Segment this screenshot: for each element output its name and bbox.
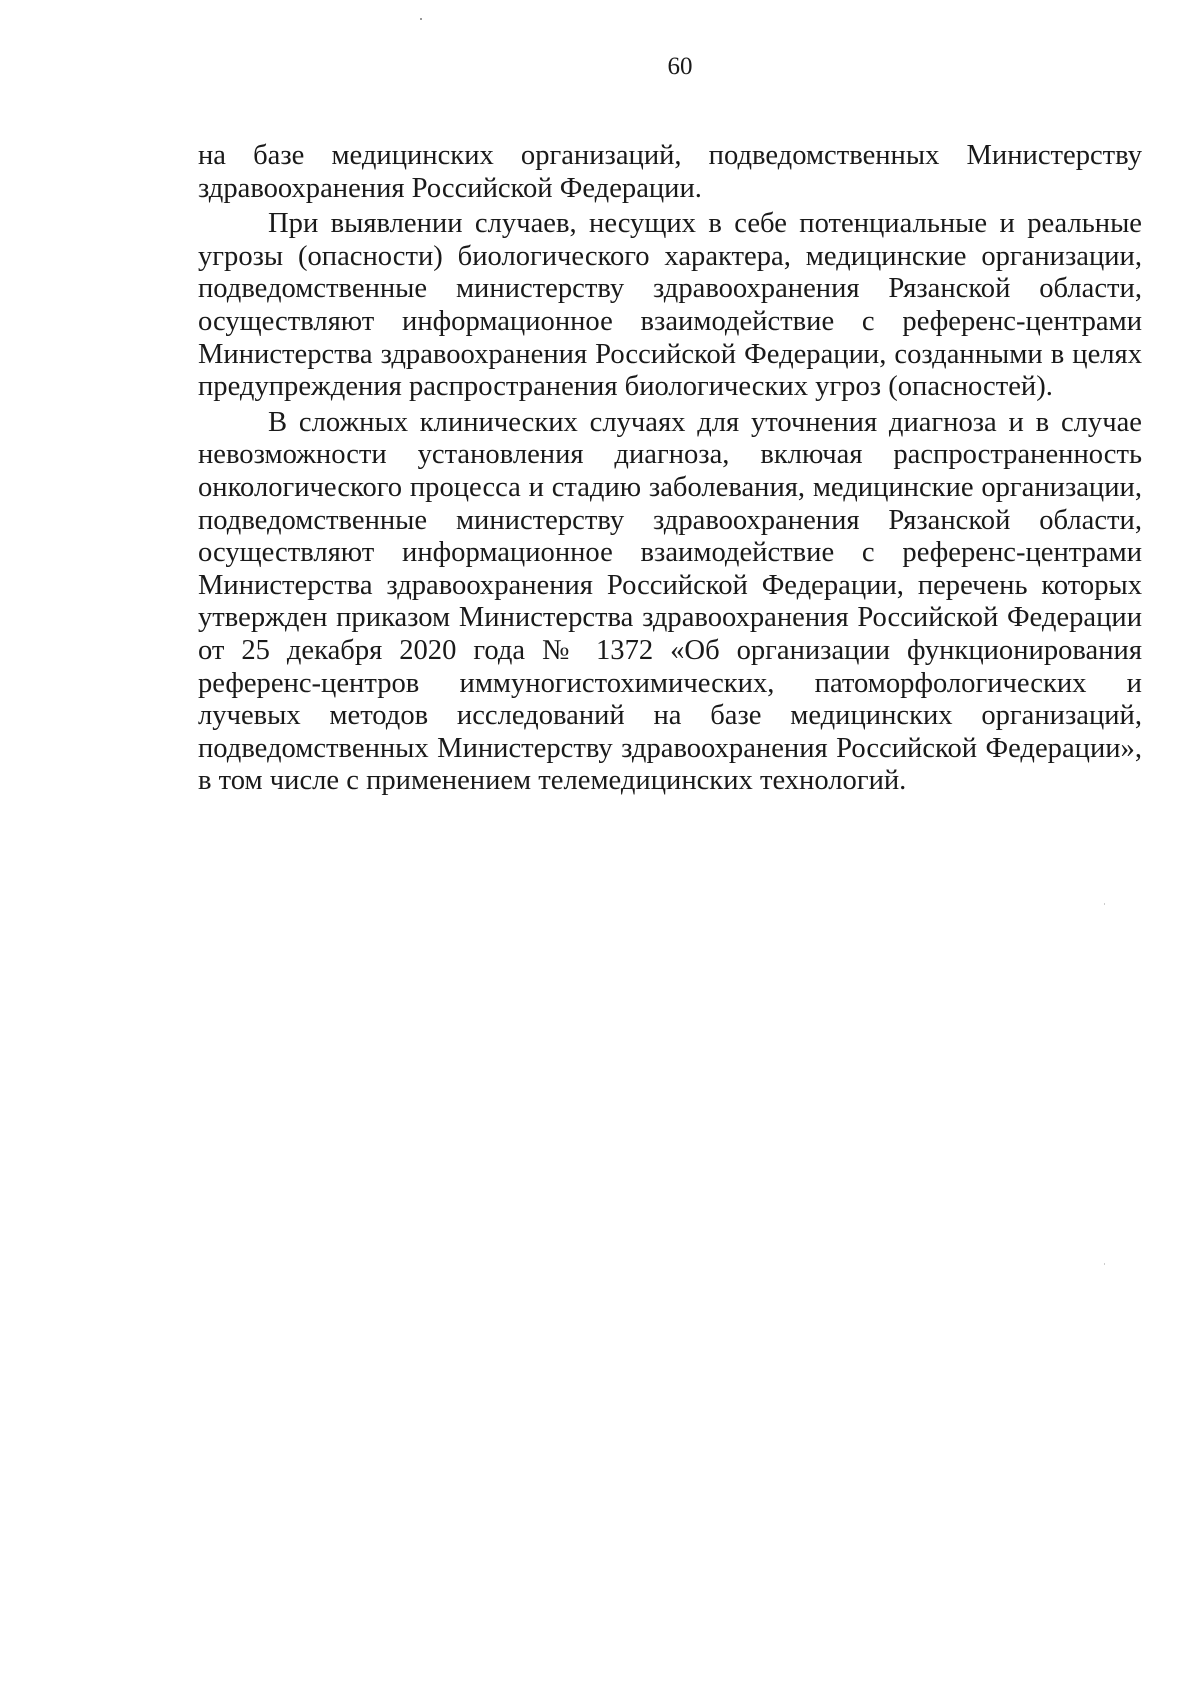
paragraph-1: на базе медицинских организаций, подведомственных Министерству здравоохранения Российской Федерации. <box>198 140 1142 204</box>
paragraph-2: При выявлении случаев, несущих в себе потенциальные и реальные угрозы (опасности) биологического характера, медицинские организации, подведомственные министерству здравоохранения Рязанской области, осуществляют информационное взаимодействие с референс-центрами Министерства здравоохранения Российской Федерации, созданными в целях предупреждения распространения биологических угроз (опасностей). <box>198 208 1142 403</box>
page-number: 60 <box>667 53 693 80</box>
scan-speck <box>1104 1263 1105 1265</box>
scan-speck <box>1104 903 1105 905</box>
document-body <box>198 140 1142 798</box>
scan-speck <box>420 18 422 20</box>
paragraph-3: В сложных клинических случаях для уточнения диагноза и в случае невозможности установления диагноза, включая распространенность онкологического процесса и стадию заболевания, медицинские организации, подведомственные министерству здравоохранения Рязанской области, осуществляют информационное взаимодействие с референс-центрами Министерства здравоохранения Российской Федерации, перечень которых утвержден приказом Министерства здравоохранения Российской Федерации от 25 декабря 2020 года № 1372 «Об организации функционирования референс-центров иммуногистохимических, патоморфологических и лучевых методов исследований на базе медицинских организаций, подведомственных Министерству здравоохранения Российской Федерации», в том числе с применением телемедицинских технологий. <box>198 406 1142 797</box>
